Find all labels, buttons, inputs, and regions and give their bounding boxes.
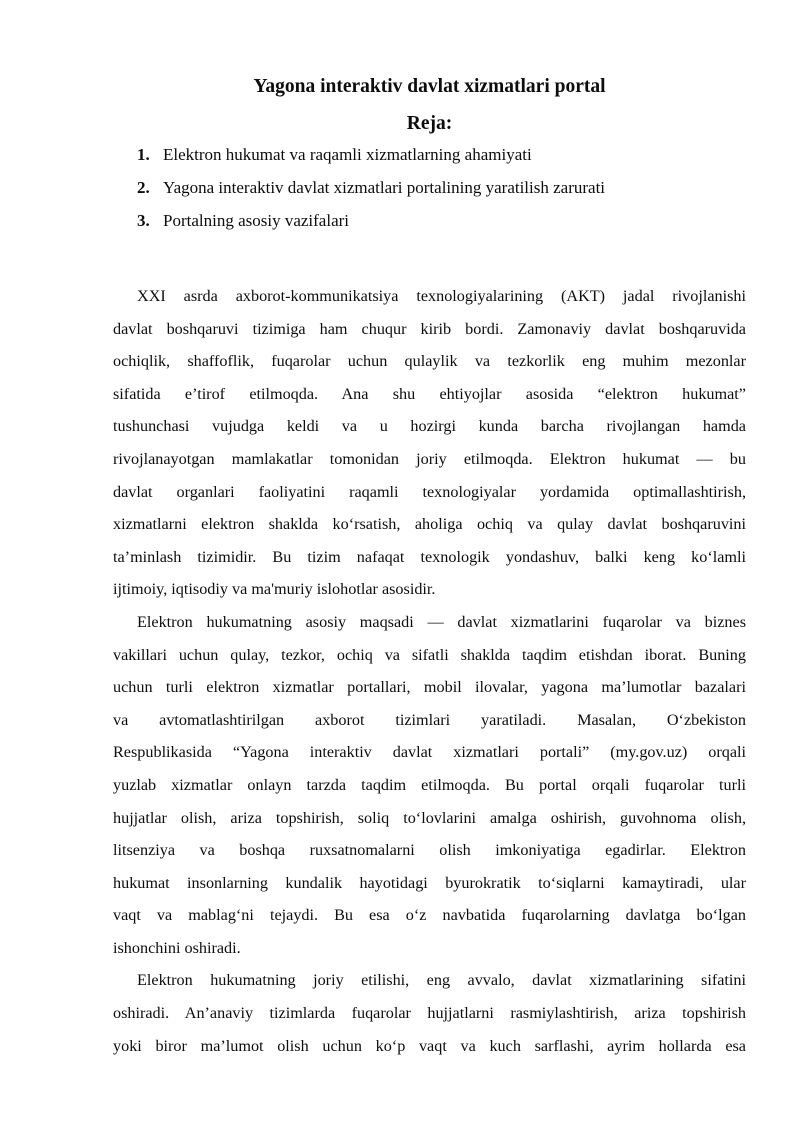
text-line: xizmatlarni elektron shaklda ko‘rsatish, aholiga ochiq va qulay davlat boshqaruvini xyxy=(113,515,746,534)
text-line: ochiqlik, shaffoflik, fuqarolar uchun qulaylik va tezkorlik eng muhim mezonlar xyxy=(113,352,746,371)
text-line: sifatida e’tirof etilmoqda. Ana shu ehtiyojlar asosida “elektron hukumat” xyxy=(113,384,746,403)
plan-item-1 xyxy=(113,138,746,171)
text-line: davlat organlari faoliyatini raqamli texnologiyalar yordamida optimallashtirish, xyxy=(113,482,746,501)
text-line: tushunchasi vujudga keldi va u hozirgi kunda barcha rivojlangan hamda xyxy=(113,417,746,436)
text-line: yoki biror ma’lumot olish uchun ko‘p vaqt va kuch sarflashi, ayrim hollarda esa xyxy=(113,1036,746,1055)
plan-list xyxy=(113,138,746,237)
plan-item-3 xyxy=(113,204,746,237)
text-line: hukumat insonlarning kundalik hayotidagi byurokratik to‘siqlarni kamaytiradi, ular xyxy=(113,873,746,892)
text-line: yuzlab xizmatlar onlayn tarzda taqdim etilmoqda. Bu portal orqali fuqarolar turli xyxy=(113,775,746,794)
plan-item-text: Elektron hukumat va raqamli xizmatlarning ahamiyati xyxy=(163,145,532,164)
text-line: oshiradi. An’anaviy tizimlarda fuqarolar hujjatlarni rasmiylashtirish, ariza topshirish xyxy=(113,1004,746,1023)
text-line: va avtomatlashtirilgan axborot tizimlari yaratiladi. Masalan, O‘zbekiston xyxy=(113,710,746,729)
text-line: XXI asrda axborot-kommunikatsiya texnologiyalarining (AKT) jadal rivojlanishi xyxy=(137,287,746,305)
text-line: ishonchini oshiradi. xyxy=(113,938,241,957)
plan-item-2 xyxy=(113,171,746,204)
text-line: vaqt va mablag‘ni tejaydi. Bu esa o‘z navbatida fuqarolarning davlatga bo‘lgan xyxy=(113,906,746,925)
plan-item-number: 2. xyxy=(137,178,150,197)
text-line: Respublikasida “Yagona interaktiv davlat xizmatlari portali” (my.gov.uz) orqali xyxy=(113,743,746,762)
text-line: rivojlanayotgan mamlakatlar tomonidan joriy etilmoqda. Elektron hukumat — bu xyxy=(113,449,746,468)
text-line: hujjatlar olish, ariza topshirish, soliq to‘lovlarini amalga oshirish, guvohnoma olish, xyxy=(113,808,746,827)
text-line: Elektron hukumatning asosiy maqsadi — davlat xizmatlarini fuqarolar va biznes xyxy=(137,612,746,631)
text-line: vakillari uchun qulay, tezkor, ochiq va sifatli shaklda taqdim etishdan iborat. Buning xyxy=(113,645,746,664)
paragraph-3 xyxy=(113,964,746,1062)
plan-item-text: Portalning asosiy vazifalari xyxy=(163,211,350,230)
paragraph-1 xyxy=(113,280,746,606)
text-line: litsenziya va boshqa ruxsatnomalarni olish imkoniyatiga egadirlar. Elektron xyxy=(113,841,746,860)
body-text xyxy=(113,280,746,1062)
plan-item-text: Yagona interaktiv davlat xizmatlari portalining yaratilish zarurati xyxy=(163,178,606,197)
page-content xyxy=(113,0,746,1062)
text-line: ta’minlash tizimidir. Bu tizim nafaqat texnologik yondashuv, balki keng ko‘lamli xyxy=(113,547,746,566)
plan-heading: Reja: xyxy=(406,113,453,134)
paragraph-2 xyxy=(113,606,746,965)
plan-item-number: 1. xyxy=(137,145,150,164)
text-line: ijtimoiy, iqtisodiy va ma'muriy islohotlar asosidir. xyxy=(113,580,436,599)
plan-item-number: 3. xyxy=(137,211,150,230)
document-title: Yagona interaktiv davlat xizmatlari portal xyxy=(253,76,606,97)
text-line: davlat boshqaruvi tizimiga ham chuqur kirib bordi. Zamonaviy davlat boshqaruvida xyxy=(113,319,746,338)
text-line: Elektron hukumatning joriy etilishi, eng avvalo, davlat xizmatlarining sifatini xyxy=(137,971,746,990)
text-line: uchun turli elektron xizmatlar portallari, mobil ilovalar, yagona ma’lumotlar bazalari xyxy=(113,678,746,697)
